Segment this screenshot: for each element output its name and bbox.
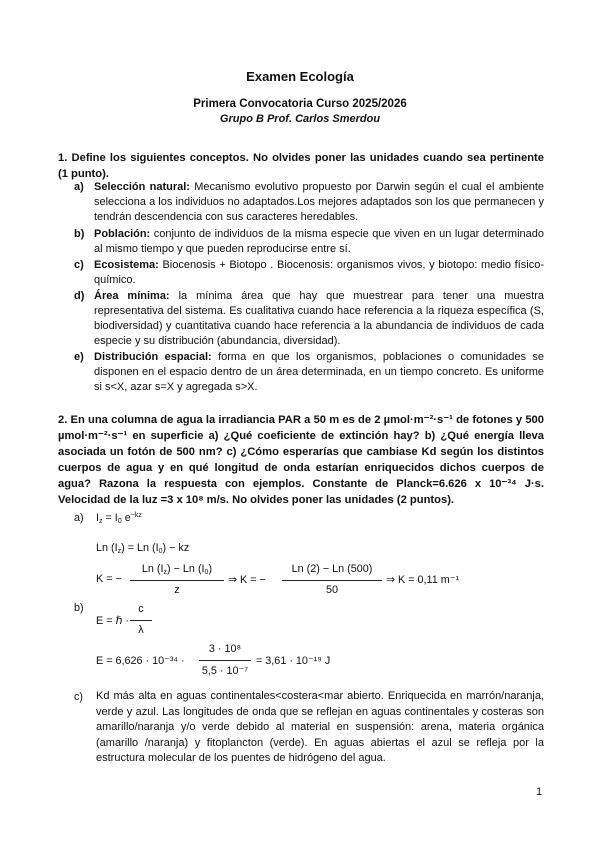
definition-term: Selección natural: [94,181,190,193]
fraction-denominator-wavelength: 5,5 · 10⁻⁷ [201,665,249,677]
fraction-bar [130,580,224,581]
definition-letter: e) [74,351,84,363]
fraction-numerator-c: c [138,603,144,615]
definition-text: Biocenosis + Biotopo . Biocenosis: organismos vivos, y biotopo: medio físico-químico. [94,259,544,286]
fraction-denominator-2: 50 [325,584,338,596]
fraction-denominator-1: z [174,584,180,596]
definition-letter: b) [74,228,85,240]
equation-k-result: ⇒ K = 0,11 m⁻¹ [386,574,460,586]
definition-a [74,180,544,225]
definition-text: conjunto de individuos de la misma especie que viven en un lugar determinado al mismo tiempo y que pueden reproducirse entre sí. [94,228,544,255]
definition-text: Mecanismo evolutivo propuesto por Darwin según el cual el ambiente selecciona a los individuos no adaptados.Los mejores adaptados son los que permanecen y tendrán descendencia con sus caracteres heredables. [94,181,544,223]
fraction-numerator-1: Ln $(I_z) - Ln$ $(I_0)$ [141,563,213,576]
fraction-bar [130,620,152,621]
definition-letter: a) [74,181,84,193]
definition-d [74,289,544,349]
part-b-label: b) [74,602,84,614]
definition-term: Ecosistema: [94,259,159,271]
definition-text: forma en que los organismos, poblaciones o comunidades se disponen en el espacio dentro de un área determinada, en un tiempo concreto. Es uniforme si s<X, azar s=X y agregada s>X. [94,351,544,393]
definition-letter: c) [74,259,84,271]
exam-subtitle: Primera Convocatoria Curso 2025/2026 [193,98,407,110]
definition-text: la mínima área que hay que muestrear para tener una muestra representativa del sistema. Es cualitativa cuando hace referencia a la riqueza específica (S, biodiversidad) y cuantitativa cuando hace referencia a la abundancia de individuos de cada especie y su distribución (abundancia, diversidad). [94,290,544,347]
definition-term: Población: [94,228,151,240]
fraction-denominator-lambda: λ [138,624,144,636]
equation-energy-substituted: E = 6,626 · 10⁻³⁴ · [96,655,185,667]
page-number: 1 [536,786,543,798]
part-c-label: c) [74,691,83,703]
fraction-numerator-2: Ln (2) − Ln (500) [291,563,373,575]
exam-group: Grupo B Prof. Carlos Smerdou [219,113,381,125]
equation-log-form: Ln $(I_z) = Ln$ $(I_0)$ − kz [96,542,190,555]
definition-letter: d) [74,290,85,302]
equation-arrow-1: ⇒ K = − [228,574,266,586]
definition-term: Área mínima: [94,290,170,302]
fraction-bar [282,580,382,581]
equation-beer-lambert: $I_z = I_0$ $e^{-kz}$ [96,512,142,525]
definition-e [74,350,544,395]
part-c-answer: Kd más alta en aguas continentales<costera<mar abierto. Enriquecida en marrón/naranja, verde y azul. Las longitudes de onda que se reflejan en aguas continentales y costeras son amarillo/naranja y/o verde debido al material en suspensión: arena, materia orgánica (amarillo /naranja) y fitoplancton (verde). En aguas abiertas el azul se refleja por la estructura molecular de los puentes de hidrógeno del agua. [96,690,544,764]
equation-energy-lhs: E = ℏ · [96,615,129,627]
part-a-label: a) [74,512,84,524]
question-2-heading: 2. En una columna de agua la irradiancia PAR a 50 m es de 2 µmol·m⁻²·s⁻¹ de fotones y 500 µmol·m⁻²·s⁻¹ en superficie a) ¿Qué coeficiente de extinción hay? b) ¿Qué energía lleva asociada un fotón de 500 nm? c) ¿Cómo esperarías que cambiase Kd según los distintos cuerpos de agua y en qué longitud de onda estarían enriquecidos dichos cuerpos de agua? Razona la respuesta con ejemplos. Constante de Planck=6.626 x 10⁻³⁴ J·s. Velocidad de la luz =3 x 10⁸ m/s. No olvides poner las unidades (2 puntos). [58,414,544,506]
definition-term: Distribución espacial: [94,351,212,363]
definition-c [74,258,544,288]
question-1-heading: 1. Define los siguientes conceptos. No olvides poner las unidades cuando sea pertinente (1 punto). [58,152,544,180]
equation-k-prefix: K = − [96,573,122,585]
exam-title: Examen Ecología [246,69,354,84]
fraction-numerator-speed: 3 · 10⁸ [208,643,242,655]
definition-b [74,227,544,257]
fraction-bar [199,660,251,661]
equation-energy-result: = 3,61 · 10⁻¹⁹ J [256,655,331,667]
